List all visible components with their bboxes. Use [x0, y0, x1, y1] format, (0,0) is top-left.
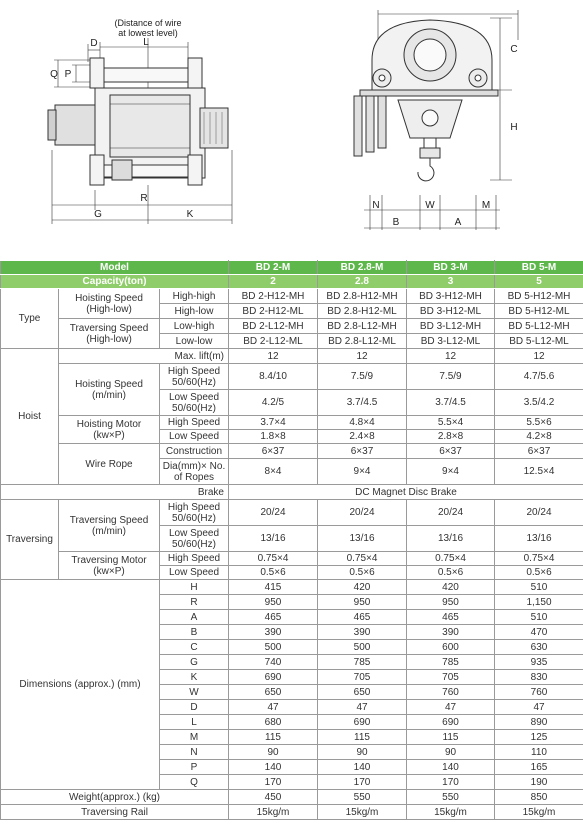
type-sub-label: Low-low — [160, 334, 229, 349]
traversing-speed-value: 13/16 — [318, 526, 407, 552]
dimension-value: 420 — [318, 580, 407, 595]
rail-value: 15kg/m — [229, 805, 318, 820]
hoisting-motor-value: 1.8×8 — [229, 430, 318, 444]
dimension-value: 165 — [495, 760, 583, 775]
capacity-header: Capacity(ton) — [1, 275, 229, 289]
model-name: BD 2-M — [229, 261, 318, 275]
hoisting-speed-value: 4.2/5 — [229, 390, 318, 416]
traversing-motor-sub-label: High Speed — [160, 552, 229, 566]
dimension-value: 115 — [229, 730, 318, 745]
hoisting-speed-value: 7.5/9 — [407, 364, 495, 390]
type-value: BD 2-H12-ML — [229, 304, 318, 319]
dim-label-h: H — [510, 122, 518, 133]
dimension-value: 510 — [495, 610, 583, 625]
dimension-label: D — [160, 700, 229, 715]
hoisting-speed-value: 3.7/4.5 — [407, 390, 495, 416]
dimension-value: 690 — [318, 715, 407, 730]
dimension-value: 125 — [495, 730, 583, 745]
hoisting-motor-value: 2.4×8 — [318, 430, 407, 444]
rail-value: 15kg/m — [318, 805, 407, 820]
dimension-value: 950 — [229, 595, 318, 610]
dimension-value: 90 — [407, 745, 495, 760]
traversing-speed-sub-label: Low Speed 50/60(Hz) — [160, 526, 229, 552]
dimension-value: 785 — [318, 655, 407, 670]
wire-rope-label: Wire Rope — [59, 444, 160, 485]
dimension-value: 415 — [229, 580, 318, 595]
dimension-label: K — [160, 670, 229, 685]
wire-rope-row — [1, 444, 583, 459]
dimension-value: 140 — [407, 760, 495, 775]
dimension-value: 390 — [407, 625, 495, 640]
traversing-speed-label: Traversing Speed (m/min) — [59, 500, 160, 552]
model-name: BD 2.8-M — [318, 261, 407, 275]
dimension-row — [1, 580, 583, 595]
traversing-speed-value: 20/24 — [229, 500, 318, 526]
wire-note-line1: (Distance of wire — [114, 18, 182, 28]
weight-value: 550 — [318, 790, 407, 805]
weight-row — [1, 790, 583, 805]
dimension-label: N — [160, 745, 229, 760]
dimension-value: 650 — [229, 685, 318, 700]
weight-label: Weight(approx.) (kg) — [1, 790, 229, 805]
dimension-value: 115 — [318, 730, 407, 745]
hoisting-motor-sub-label: High Speed — [160, 416, 229, 430]
dim-label-n: N — [372, 200, 380, 211]
hoisting-motor-value: 4.8×4 — [318, 416, 407, 430]
group-hoist: Hoist — [1, 349, 59, 485]
dim-label-k: K — [186, 209, 194, 220]
capacity-value: 5 — [495, 275, 583, 289]
hoisting-speed-row — [1, 364, 583, 390]
max-lift-value: 12 — [495, 349, 583, 364]
type-value: BD 3-L12-ML — [407, 334, 495, 349]
hoisting-speed-sub-label: Low Speed 50/60(Hz) — [160, 390, 229, 416]
hoisting-motor-value: 2.8×8 — [407, 430, 495, 444]
dimension-value: 170 — [318, 775, 407, 790]
dim-label-m: M — [481, 200, 491, 211]
type-value: BD 5-L12-ML — [495, 334, 583, 349]
dimension-value: 600 — [407, 640, 495, 655]
dimension-value: 630 — [495, 640, 583, 655]
wire-rope-value: 9×4 — [318, 459, 407, 485]
hoisting-speed-value: 3.5/4.2 — [495, 390, 583, 416]
traversing-speed-value: 20/24 — [318, 500, 407, 526]
dimension-value: 140 — [318, 760, 407, 775]
hoisting-motor-value: 3.7×4 — [229, 416, 318, 430]
group-traversing: Traversing — [1, 500, 59, 580]
traversing-motor-label: Traversing Motor (kw×P) — [59, 552, 160, 580]
dimension-value: 47 — [229, 700, 318, 715]
type-value: BD 2-H12-MH — [229, 289, 318, 304]
dimension-value: 465 — [229, 610, 318, 625]
model-header: Model — [1, 261, 229, 275]
dimension-label: B — [160, 625, 229, 640]
capacity-row — [1, 275, 583, 289]
group-type: Type — [1, 289, 59, 349]
wire-rope-value: 8×4 — [229, 459, 318, 485]
max-lift-label: Max. lift(m) — [59, 349, 229, 364]
dimension-label: M — [160, 730, 229, 745]
traversing-motor-value: 0.5×6 — [318, 566, 407, 580]
type-sub-label: High-low — [160, 304, 229, 319]
hoisting-motor-value: 5.5×6 — [495, 416, 583, 430]
max-lift-value: 12 — [407, 349, 495, 364]
type-value: BD 2.8-H12-MH — [318, 289, 407, 304]
traversing-motor-value: 0.5×6 — [229, 566, 318, 580]
traversing-motor-value: 0.5×6 — [495, 566, 583, 580]
dimension-label: P — [160, 760, 229, 775]
traversing-motor-sub-label: Low Speed — [160, 566, 229, 580]
weight-value: 550 — [407, 790, 495, 805]
dimension-value: 830 — [495, 670, 583, 685]
hoisting-speed-sub-label: High Speed 50/60(Hz) — [160, 364, 229, 390]
type-sub-label: Low-high — [160, 319, 229, 334]
wire-note-line2: at lowest level) — [118, 28, 178, 38]
wire-rope-sub-label: Construction — [160, 444, 229, 459]
capacity-value: 2 — [229, 275, 318, 289]
capacity-value: 3 — [407, 275, 495, 289]
dimension-value: 115 — [407, 730, 495, 745]
dimension-value: 1,150 — [495, 595, 583, 610]
hoisting-speed-value: 8.4/10 — [229, 364, 318, 390]
dimension-value: 950 — [407, 595, 495, 610]
traversing-motor-value: 0.75×4 — [495, 552, 583, 566]
dimension-value: 190 — [495, 775, 583, 790]
hoisting-speed-type-label: Hoisting Speed (High-low) — [59, 289, 160, 319]
hoisting-motor-label: Hoisting Motor (kw×P) — [59, 416, 160, 444]
max-lift-value: 12 — [229, 349, 318, 364]
hoisting-speed-label: Hoisting Speed (m/min) — [59, 364, 160, 416]
rail-label: Traversing Rail — [1, 805, 229, 820]
dim-label-g: G — [94, 209, 102, 220]
dimension-value: 890 — [495, 715, 583, 730]
brake-row — [1, 485, 583, 500]
dimension-label: Q — [160, 775, 229, 790]
rail-value: 15kg/m — [495, 805, 583, 820]
dimension-value: 170 — [229, 775, 318, 790]
traversing-motor-value: 0.5×6 — [407, 566, 495, 580]
dimension-value: 690 — [229, 670, 318, 685]
wire-rope-value: 6×37 — [318, 444, 407, 459]
hoisting-speed-value: 4.7/5.6 — [495, 364, 583, 390]
group-dimensions: Dimensions (approx.) (mm) — [1, 580, 160, 790]
type-value: BD 2.8-L12-MH — [318, 319, 407, 334]
dimension-label: C — [160, 640, 229, 655]
model-name: BD 5-M — [495, 261, 583, 275]
dimension-value: 90 — [229, 745, 318, 760]
dimension-value: 170 — [407, 775, 495, 790]
dim-label-r: R — [140, 193, 148, 204]
max-lift-value: 12 — [318, 349, 407, 364]
dimension-value: 110 — [495, 745, 583, 760]
traversing-motor-value: 0.75×4 — [229, 552, 318, 566]
hoisting-speed-value: 3.7/4.5 — [318, 390, 407, 416]
traversing-speed-row — [1, 500, 583, 526]
dim-label-l: L — [143, 37, 149, 48]
dimension-value: 420 — [407, 580, 495, 595]
hoisting-motor-row — [1, 416, 583, 430]
dimension-value: 500 — [318, 640, 407, 655]
dim-label-q: Q — [50, 69, 58, 80]
type-row — [1, 319, 583, 334]
traversing-motor-value: 0.75×4 — [318, 552, 407, 566]
type-row — [1, 289, 583, 304]
dimension-value: 390 — [318, 625, 407, 640]
type-value: BD 3-H12-MH — [407, 289, 495, 304]
wire-rope-value: 12.5×4 — [495, 459, 583, 485]
type-value: BD 5-H12-ML — [495, 304, 583, 319]
dimension-value: 785 — [407, 655, 495, 670]
rail-row — [1, 805, 583, 820]
type-value: BD 2-L12-MH — [229, 319, 318, 334]
dimension-value: 705 — [407, 670, 495, 685]
dim-label-c: C — [510, 44, 518, 55]
dimension-value: 650 — [318, 685, 407, 700]
header-row — [1, 261, 583, 275]
traversing-speed-value: 20/24 — [495, 500, 583, 526]
type-value: BD 2.8-L12-ML — [318, 334, 407, 349]
dimension-value: 510 — [495, 580, 583, 595]
dimension-value: 47 — [495, 700, 583, 715]
dimension-label: L — [160, 715, 229, 730]
type-value: BD 2-L12-ML — [229, 334, 318, 349]
hoisting-speed-value: 7.5/9 — [318, 364, 407, 390]
capacity-value: 2.8 — [318, 275, 407, 289]
dimension-label: H — [160, 580, 229, 595]
traversing-speed-sub-label: High Speed 50/60(Hz) — [160, 500, 229, 526]
dimension-value: 935 — [495, 655, 583, 670]
traversing-motor-row — [1, 552, 583, 566]
traversing-speed-value: 13/16 — [407, 526, 495, 552]
dimension-label: R — [160, 595, 229, 610]
type-value: BD 3-H12-ML — [407, 304, 495, 319]
dimension-value: 760 — [495, 685, 583, 700]
dim-label-w: W — [425, 200, 435, 211]
traversing-motor-value: 0.75×4 — [407, 552, 495, 566]
hoisting-motor-sub-label: Low Speed — [160, 430, 229, 444]
end-view-drawing — [354, 10, 518, 230]
dimension-value: 140 — [229, 760, 318, 775]
hoisting-motor-value: 4.2×8 — [495, 430, 583, 444]
traversing-speed-value: 13/16 — [495, 526, 583, 552]
traversing-speed-type-label: Traversing Speed (High-low) — [59, 319, 160, 349]
dimension-label: W — [160, 685, 229, 700]
dimension-value: 760 — [407, 685, 495, 700]
specification-table — [0, 260, 583, 820]
weight-value: 850 — [495, 790, 583, 805]
weight-value: 450 — [229, 790, 318, 805]
max-lift-row — [1, 349, 583, 364]
brake-value: DC Magnet Disc Brake — [229, 485, 583, 500]
type-value: BD 5-H12-MH — [495, 289, 583, 304]
type-value: BD 5-L12-MH — [495, 319, 583, 334]
type-value: BD 3-L12-MH — [407, 319, 495, 334]
rail-value: 15kg/m — [407, 805, 495, 820]
dimension-value: 465 — [407, 610, 495, 625]
dim-label-b: B — [392, 217, 400, 228]
wire-rope-sub-label: Dia(mm)× No. of Ropes — [160, 459, 229, 485]
dim-label-a: A — [454, 217, 462, 228]
brake-label: Brake — [1, 485, 229, 500]
dimension-value: 690 — [407, 715, 495, 730]
dimension-label: A — [160, 610, 229, 625]
dimension-value: 465 — [318, 610, 407, 625]
dimension-value: 950 — [318, 595, 407, 610]
dim-label-d: D — [90, 38, 98, 49]
type-value: BD 2.8-H12-ML — [318, 304, 407, 319]
wire-rope-value: 6×37 — [495, 444, 583, 459]
dimension-value: 47 — [318, 700, 407, 715]
dimension-value: 47 — [407, 700, 495, 715]
dimension-label: G — [160, 655, 229, 670]
dimension-value: 390 — [229, 625, 318, 640]
wire-rope-value: 9×4 — [407, 459, 495, 485]
hoist-technical-drawings — [0, 0, 583, 258]
dimension-value: 705 — [318, 670, 407, 685]
dimension-value: 680 — [229, 715, 318, 730]
model-name: BD 3-M — [407, 261, 495, 275]
dimension-value: 740 — [229, 655, 318, 670]
traversing-speed-value: 13/16 — [229, 526, 318, 552]
type-sub-label: High-high — [160, 289, 229, 304]
dimension-value: 470 — [495, 625, 583, 640]
dimension-value: 90 — [318, 745, 407, 760]
hoisting-motor-value: 5.5×4 — [407, 416, 495, 430]
traversing-speed-value: 20/24 — [407, 500, 495, 526]
dim-label-p: P — [64, 69, 72, 80]
wire-rope-value: 6×37 — [229, 444, 318, 459]
dimension-value: 500 — [229, 640, 318, 655]
wire-rope-value: 6×37 — [407, 444, 495, 459]
